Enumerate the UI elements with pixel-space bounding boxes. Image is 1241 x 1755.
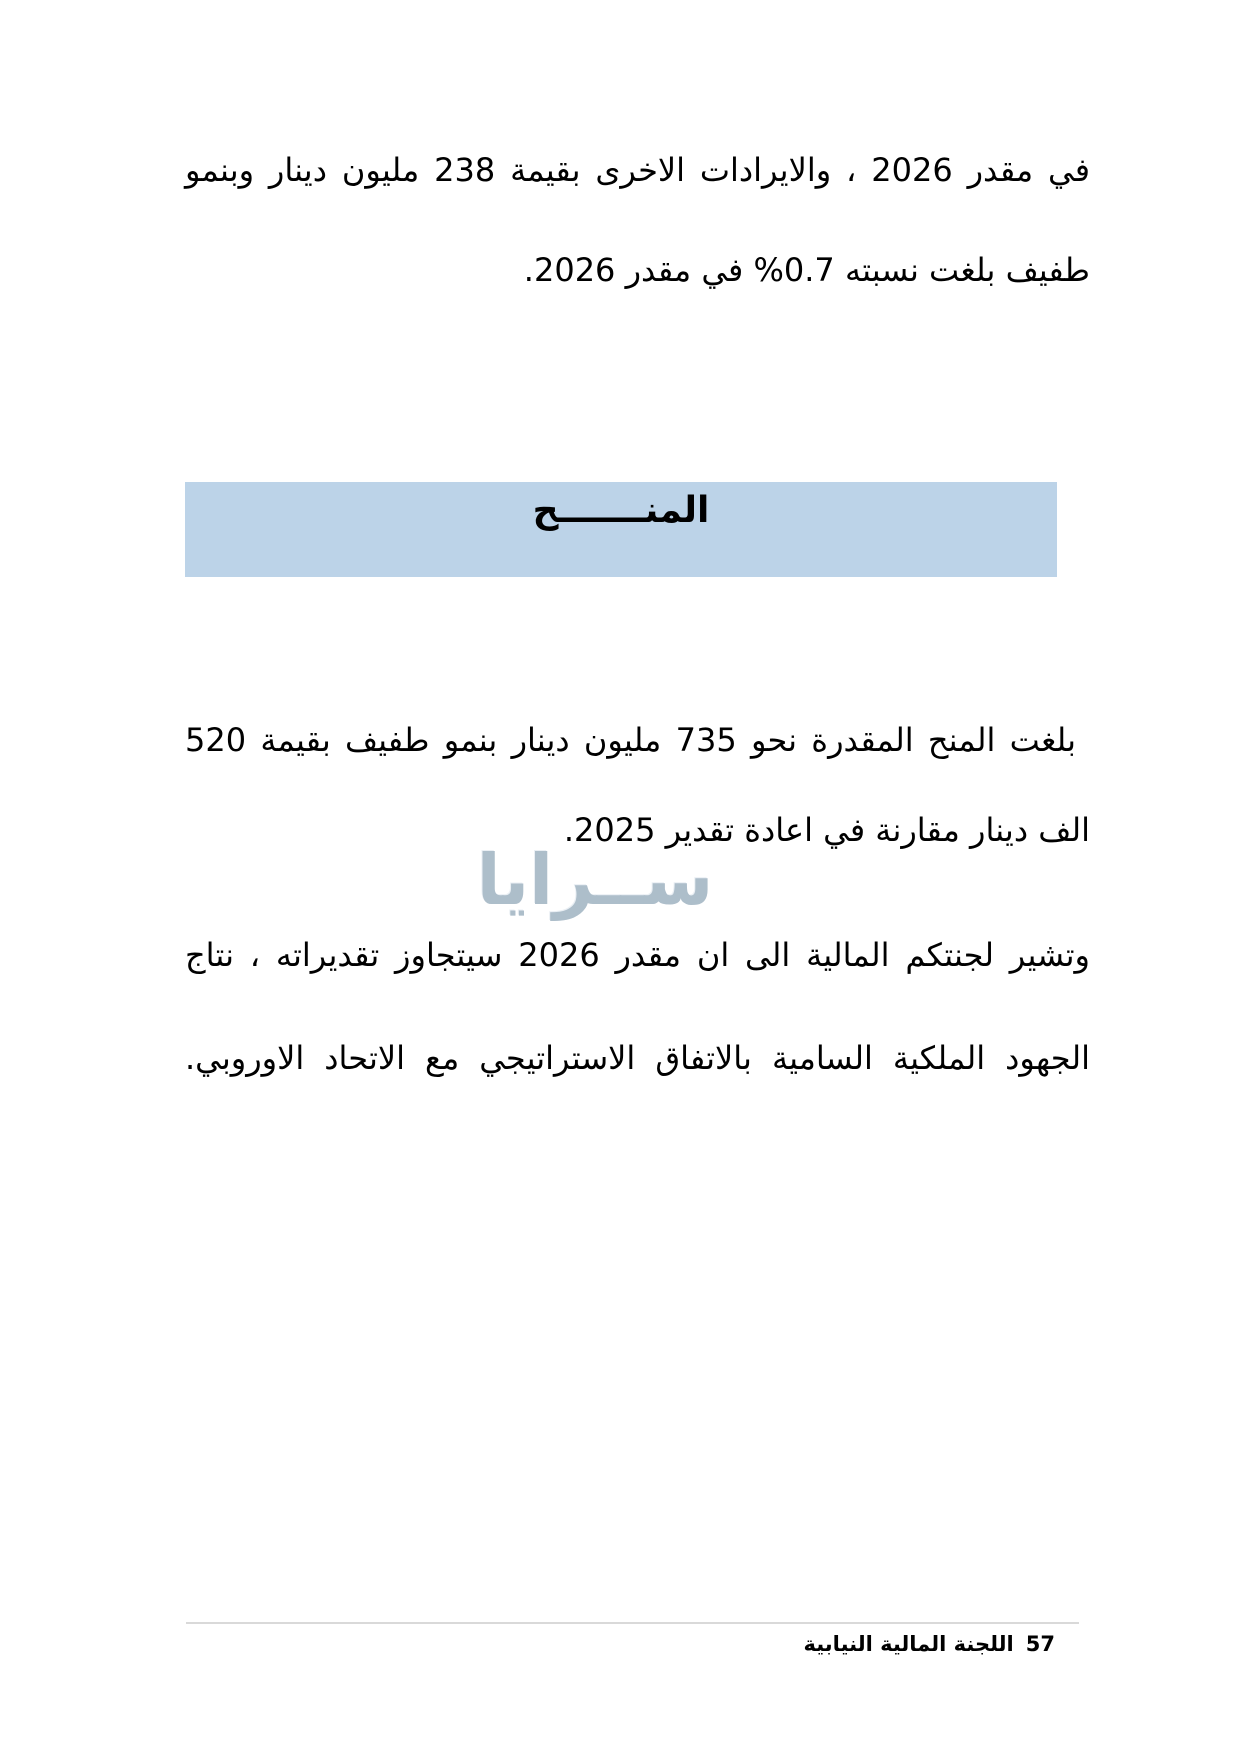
page-number: 57 xyxy=(1025,1632,1055,1656)
page-footer xyxy=(185,1626,1055,1662)
paragraph-1-line-2: طفيف بلغت نسبته 0.7% في مقدر 2026. xyxy=(523,251,1090,289)
paragraph-2-line-2: الف دينار مقارنة في اعادة تقدير 2025. xyxy=(563,811,1090,849)
footer-divider xyxy=(186,1622,1079,1624)
paragraph-3-line-2: الجهود الملكية السامية بالاتفاق الاستراتيجي مع الاتحاد الاوروبي. xyxy=(185,1039,1090,1077)
grants-heading-bar xyxy=(185,482,1057,577)
footer-committee-label: اللجنة المالية النيابية xyxy=(803,1632,1014,1656)
saraya-news-watermark: ســرايا xyxy=(476,839,714,921)
grants-heading-title: المنـــــــح xyxy=(532,490,710,531)
paragraph-1-line-1: في مقدر 2026 ، والايرادات الاخرى بقيمة 238 مليون دينار وبنمو xyxy=(185,151,1091,189)
paragraph-2-line-1: بلغت المنح المقدرة نحو 735 مليون دينار بنمو طفيف بقيمة 520 xyxy=(185,721,1077,759)
paragraph-3-line-1: وتشير لجنتكم المالية الى ان مقدر 2026 سيتجاوز تقديراته ، نتاج xyxy=(185,936,1091,974)
